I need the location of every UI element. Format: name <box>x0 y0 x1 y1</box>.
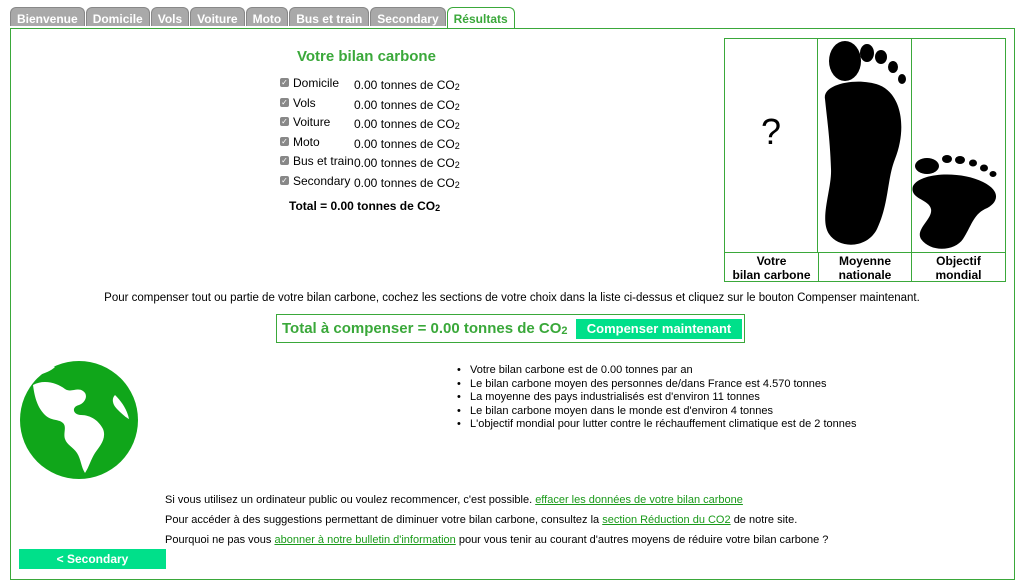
facts-list <box>455 364 857 432</box>
tab-moto[interactable]: Moto <box>246 7 289 26</box>
summary-row-label: Moto <box>293 134 320 149</box>
reduction-line: Pour accéder à des suggestions permettant de diminuer votre bilan carbone, consultez la section Réduction du CO2 de notre site. <box>165 514 798 526</box>
summary-row-label: Vols <box>293 95 316 110</box>
previous-secondary-button[interactable]: < Secondary <box>19 549 166 569</box>
national-average-label: Moyenne nationale <box>818 252 911 282</box>
fact-item: • Votre bilan carbone est de 0.00 tonnes par an <box>470 364 857 378</box>
tab-bus-et-train[interactable]: Bus et train <box>289 7 369 26</box>
summary-row-label: Secondary <box>293 173 351 188</box>
fact-item: • Le bilan carbone moyen dans le monde est d'environ 4 tonnes <box>470 405 857 419</box>
newsletter-line: Pourquoi ne pas vous abonner à notre bulletin d'information pour vous tenir au courant d'autres moyens de réduire votre bilan carbone ? <box>165 534 829 546</box>
fact-item: • Le bilan carbone moyen des personnes de/dans France est 4.570 tonnes <box>470 378 857 392</box>
tab-domicile[interactable]: Domicile <box>86 7 150 26</box>
summary-row-label: Domicile <box>293 76 340 90</box>
compensation-box <box>276 314 745 343</box>
summary-row-value: 0.00 tonnes de $CO_2$ <box>354 156 460 170</box>
secondary-checkbox[interactable]: ✓ <box>281 175 288 185</box>
reset-data-link[interactable]: effacer les données de votre bilan carbone <box>535 494 743 506</box>
tab-vols[interactable]: Vols <box>151 7 189 26</box>
voiture-checkbox[interactable]: ✓ <box>281 117 288 126</box>
bus-et-train-checkbox[interactable]: ✓ <box>281 156 288 165</box>
summary-row-label: Bus et train <box>293 154 354 168</box>
footprint-comparison <box>724 38 1006 282</box>
national-footprint-column <box>817 39 912 252</box>
summary-row-label: Voiture <box>293 115 331 129</box>
domicile-checkbox[interactable]: ✓ <box>281 78 288 87</box>
summary-row-value: 0.00 tonnes de $CO_2$ <box>354 175 460 190</box>
your-footprint-label: Votre bilan carbone <box>725 252 818 282</box>
vols-checkbox[interactable]: ✓ <box>281 97 288 107</box>
fact-item: • La moyenne des pays industrialisés est d'environ 11 tonnes <box>470 391 857 405</box>
tab-bar <box>10 7 516 29</box>
co2-reduction-link[interactable]: section Réduction du CO2 <box>602 514 731 526</box>
compensation-total: Total à compenser = 0.00 tonnes de $CO_2$ <box>282 320 568 337</box>
fact-item: • L'objectif mondial pour lutter contre le réchauffement climatique est de 2 tonnes <box>470 418 857 432</box>
reset-line: Si vous utilisez un ordinateur public ou voulez recommencer, c'est possible. effacer les données de votre bilan carbone <box>165 494 743 506</box>
global-target-label: Objectif mondial <box>911 252 1005 282</box>
summary-title: Votre bilan carbone <box>297 48 436 65</box>
summary-row-value: 0.00 tonnes de $CO_2$ <box>354 117 460 131</box>
small-footprint-icon <box>911 39 1005 251</box>
global-target-column <box>911 39 1005 252</box>
newsletter-link[interactable]: abonner à notre bulletin d'information <box>274 534 456 546</box>
globe-icon <box>19 355 139 485</box>
large-footprint-icon <box>817 39 911 251</box>
unknown-footprint: ? <box>761 111 782 152</box>
compensation-instructions: Pour compenser tout ou partie de votre bilan carbone, cochez les sections de votre choix dans la liste ci-dessus et cliquez sur le bouton Compenser maintenant. <box>104 292 920 304</box>
summary-row-value: 0.00 tonnes de $CO_2$ <box>354 78 460 92</box>
tab-resultats[interactable]: Résultats <box>447 7 515 29</box>
summary-row-value: 0.00 tonnes de $CO_2$ <box>354 97 460 112</box>
tab-secondary[interactable]: Secondary <box>370 7 445 26</box>
summary-total: Total = 0.00 tonnes de $CO_2$ <box>289 199 441 213</box>
moto-checkbox[interactable]: ✓ <box>281 136 288 146</box>
your-footprint-column <box>725 39 818 252</box>
tab-voiture[interactable]: Voiture <box>190 7 244 26</box>
compensate-now-button[interactable]: Compenser maintenant <box>576 319 742 339</box>
summary-row-value: 0.00 tonnes de $CO_2$ <box>354 136 460 151</box>
help-links <box>165 490 828 550</box>
tab-bienvenue[interactable]: Bienvenue <box>10 7 85 26</box>
